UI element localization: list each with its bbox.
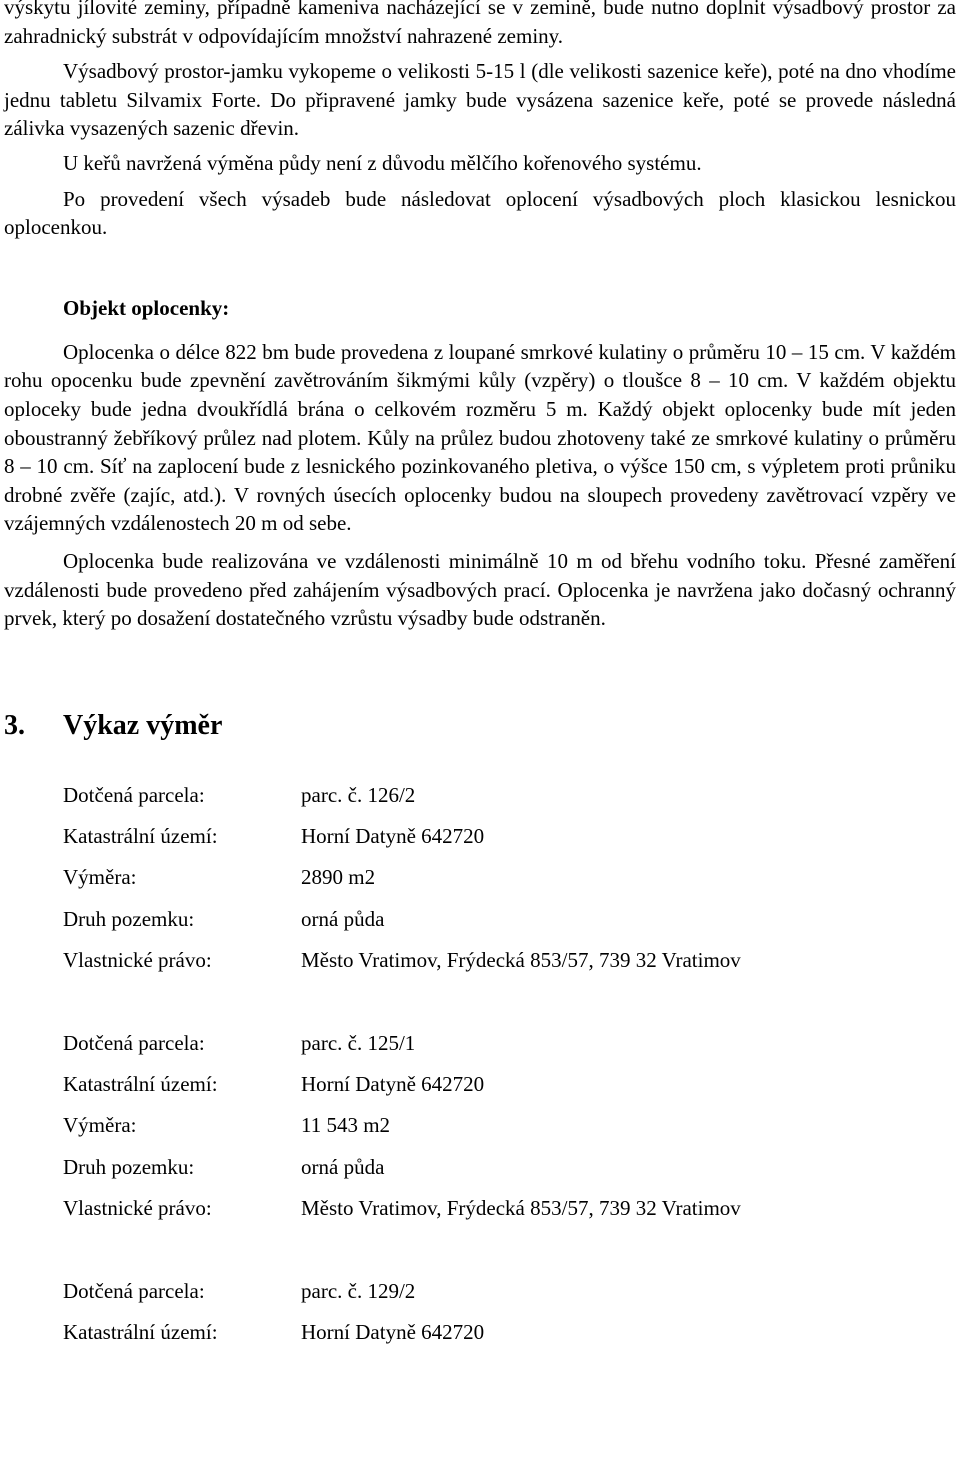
field-label: Vlastnické právo:	[63, 1196, 212, 1221]
parcel-block-3	[4, 1277, 956, 1360]
field-value: Horní Datyně 642720	[301, 1319, 485, 1344]
field-value: parc. č. 125/1	[301, 1030, 416, 1055]
field-value: orná půda	[301, 906, 385, 931]
paragraph-fence-spec: Oplocenka o délce 822 bm bude provedena z loupané smrkové kulatiny o průměru 10 – 15 cm. V každém rohu opocenku bude zpevnění zavětrováním šikmými kůly (vzpěry) o tloušce 8 – 10 cm. V každém objektu oploceky bude jedna dvoukřídlá brána o celkovém rozměru 5 m. Každý objekt oplocenky bude mít jeden oboustranný žebříkový průlez nad plotem. Kůly na průlez budou zhotoveny také ze smrkové kulatiny o průměru 8 – 10 cm. Síť na zaplocení bude z lesnického pozinkovaného pletiva, o výšce 150 cm, s výpletem proti průniku drobné zvěře (zajíc, atd.). V rovných úsecích oplocenky budou na sloupech provedeny zavětrovací vzpěry ve vzájemných vzdálenostech 20 m od sebe.	[4, 339, 956, 536]
section-title: Výkaz výměr	[63, 709, 223, 741]
field-label: Vlastnické právo:	[63, 948, 212, 973]
parcel-block-1	[4, 781, 956, 988]
paragraph-fencing: Po provedení všech výsadeb bude následovat oplocení výsadbových ploch klasickou lesnickou oplocenkou.	[4, 186, 956, 240]
field-value: Město Vratimov, Frýdecká 853/57, 739 32 Vratimov	[301, 948, 741, 973]
section-heading	[4, 709, 956, 743]
field-value: 11 543 m2	[301, 1113, 391, 1138]
field-value: parc. č. 129/2	[301, 1278, 416, 1303]
field-label: Druh pozemku:	[63, 1154, 195, 1179]
parcel-block-2	[4, 1029, 956, 1236]
field-value: 2890 m2	[301, 865, 376, 890]
section-number: 3.	[4, 709, 25, 741]
field-label: Dotčená parcela:	[63, 1030, 205, 1055]
parcel-row	[4, 946, 956, 987]
field-label: Katastrální území:	[63, 824, 218, 849]
objekt-heading: Objekt oplocenky:	[63, 295, 230, 320]
parcel-row	[4, 1070, 956, 1111]
parcel-row	[4, 822, 956, 863]
paragraph-planting: Výsadbový prostor-jamku vykopeme o velikosti 5-15 l (dle velikosti sazenice keře), poté na dno vhodíme jednu tabletu Silvamix Forte. Do připravené jamky bude vysázena sazenice keře, poté se provede následná zálivka vysazených sazenic dřevin.	[4, 59, 956, 141]
parcel-row	[4, 1194, 956, 1235]
parcel-row	[4, 1029, 956, 1070]
parcel-row	[4, 905, 956, 946]
parcel-row	[4, 1318, 956, 1359]
paragraph-soil-exchange: U keřů navržená výměna půdy není z důvodu mělčího kořenového systému.	[63, 150, 702, 175]
parcel-row	[4, 1111, 956, 1152]
field-label: Katastrální území:	[63, 1072, 218, 1097]
document-page	[4, 0, 956, 1359]
field-label: Dotčená parcela:	[63, 782, 205, 807]
field-value: parc. č. 126/2	[301, 782, 416, 807]
field-label: Dotčená parcela:	[63, 1278, 205, 1303]
field-value: orná půda	[301, 1154, 385, 1179]
parcel-row	[4, 1153, 956, 1194]
field-value: Horní Datyně 642720	[301, 824, 485, 849]
field-value: Horní Datyně 642720	[301, 1072, 485, 1097]
parcel-row	[4, 781, 956, 822]
field-label: Druh pozemku:	[63, 906, 195, 931]
field-label: Výměra:	[63, 865, 137, 890]
parcel-row	[4, 863, 956, 904]
parcel-row	[4, 1277, 956, 1318]
field-value: Město Vratimov, Frýdecká 853/57, 739 32 Vratimov	[301, 1196, 741, 1221]
paragraph-substrate: výskytu jílovité zeminy, případně kameniva nacházející se v zemině, bude nutno doplnit výsadbový prostor za zahradnický substrát v odpovídajícím množství nahrazené zeminy.	[4, 0, 956, 48]
field-label: Katastrální území:	[63, 1319, 218, 1344]
paragraph-fence-distance: Oplocenka bude realizována ve vzdálenosti minimálně 10 m od břehu vodního toku. Přesné zaměření vzdálenosti bude provedeno před zahájením výsadbových prací. Oplocenka je navržena jako dočasný ochranný prvek, který po dosažení dostatečného vzrůstu výsadby bude odstraněn.	[4, 548, 956, 631]
field-label: Výměra:	[63, 1113, 137, 1138]
